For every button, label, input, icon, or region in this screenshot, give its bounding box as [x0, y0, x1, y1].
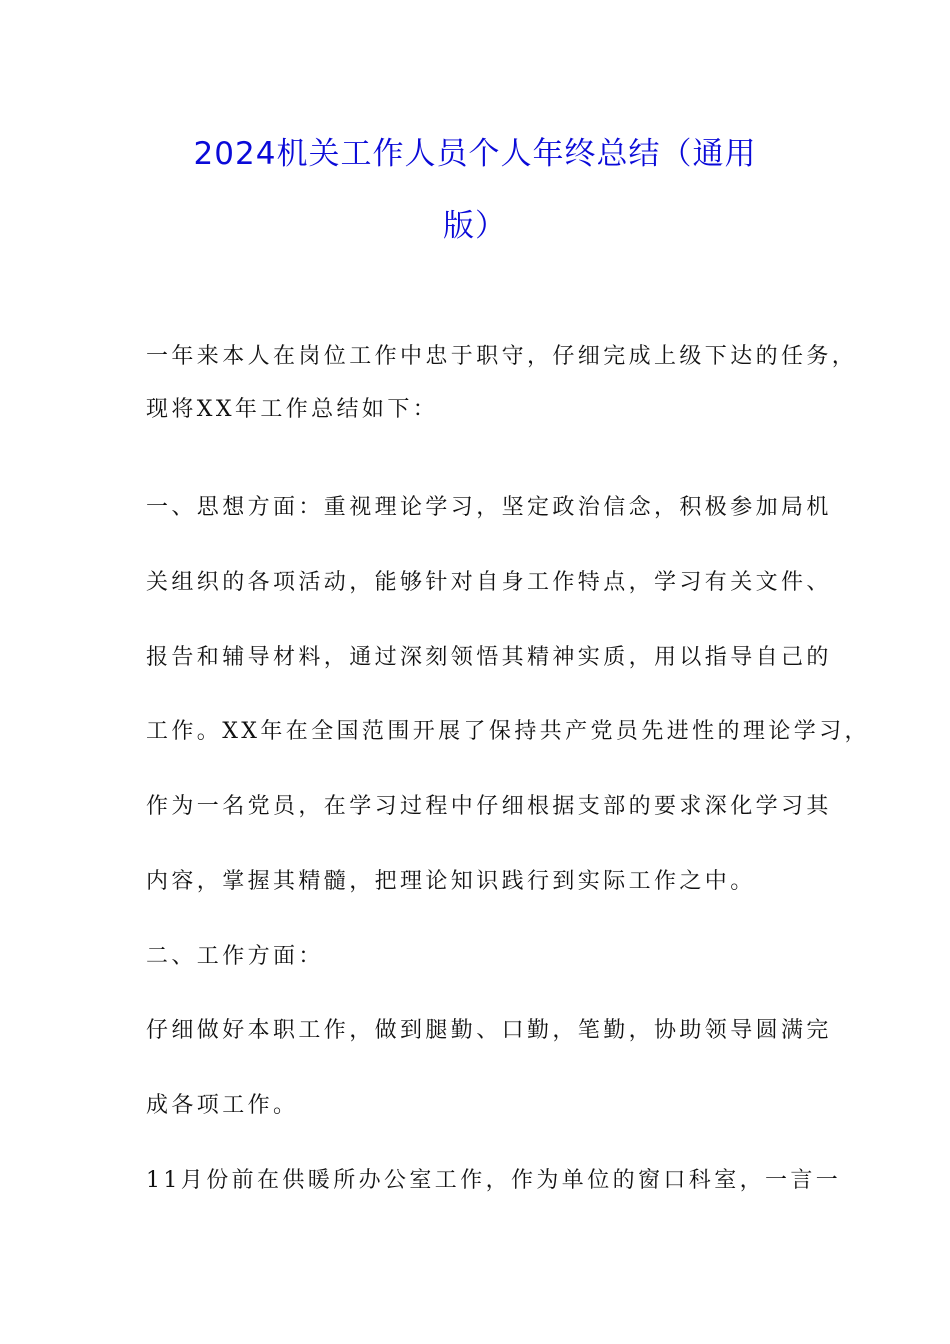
body-line: 一年来本人在岗位工作中忠于职守，仔细完成上级下达的任务， [146, 344, 858, 369]
body-line: 内容，掌握其精髓，把理论知识践行到实际工作之中。 [146, 869, 756, 894]
body-line: 11月份前在供暖所办公室工作，作为单位的窗口科室，一言一 [146, 1168, 842, 1193]
body-line: 关组织的各项活动，能够针对自身工作特点，学习有关文件、 [146, 570, 832, 595]
document-title-line-2: 版） [443, 208, 507, 244]
body-line: 作为一名党员，在学习过程中仔细根据支部的要求深化学习其 [146, 794, 832, 819]
body-line: 成各项工作。 [146, 1093, 299, 1118]
document-title-line-1: 2024机关工作人员个人年终总结（通用 [193, 136, 757, 172]
body-line: 工作。XX年在全国范围开展了保持共产党员先进性的理论学习， [146, 719, 870, 744]
body-line: 二、工作方面： [146, 944, 324, 969]
body-line: 报告和辅导材料，通过深刻领悟其精神实质，用以指导自己的 [146, 645, 832, 670]
body-line: 一、思想方面：重视理论学习，坚定政治信念，积极参加局机 [146, 495, 832, 520]
body-line: 现将XX年工作总结如下： [146, 397, 439, 422]
body-line: 仔细做好本职工作，做到腿勤、口勤，笔勤，协助领导圆满完 [146, 1018, 832, 1043]
